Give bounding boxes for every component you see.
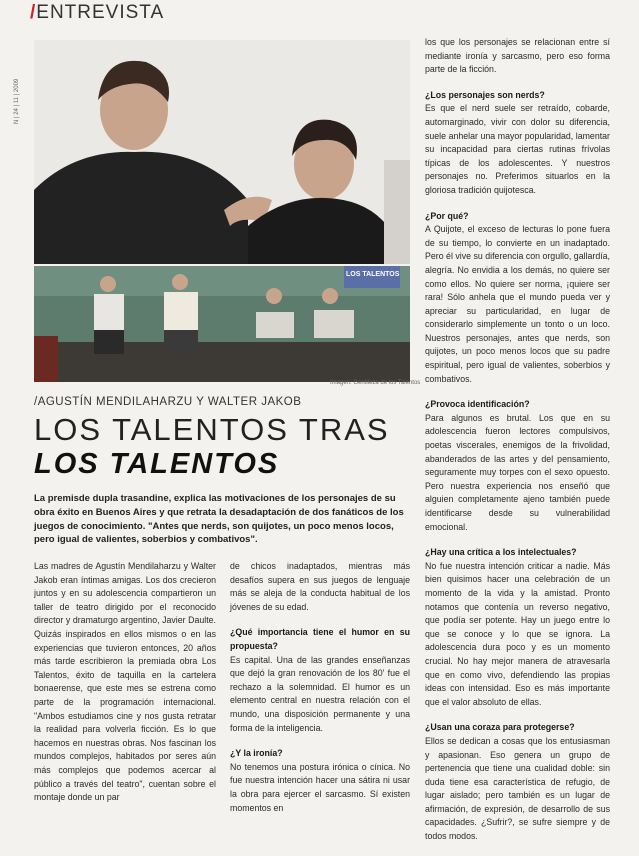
answer: No tenemos una postura irónica o cínica. No fue nuestra intención hacer una sátira ni usar la obra para ejercer el sarcasmo. Sí existen momentos en xyxy=(230,761,410,813)
body-paragraph: Las madres de Agustín Mendilaharzu y Walter Jakob eran íntimas amigas. Los dos crecieron juntos y en su adolescencia compartieron un taller de teatro dirigido por el reconocido director y dramaturgo argentino, Javier Daulte. Quizás inspirados en ellos mismos o en las experiencias que tuvieron entonces, 20 años más tarde escribieron la premiada obra Los Talentos, éxito de taquilla en la cartelera bonaerense, que este mes se estrena como parte de la programación internacional. "Ambos estudiamos cine y nos gusta retratar la realidad para volverla ficción. Es lo que hacemos en nuestras obras. Nos fascinan los mundos complejos, habitados por seres aún más complejos que podemos acercar al público a través del teatro", cuentan sobre el montaje donde un par xyxy=(34,561,216,803)
question: ¿Y la ironía? xyxy=(230,748,283,759)
section-header xyxy=(30,2,164,24)
answer: Para algunos es brutal. Los que en su adolescencia fueron lectores compulsivos, poetas viscerales, enemigos de la frivolidad, abanderados de las artes y del pensamiento, seguramente muy torpes con el sexo opuesto. Pero nuestra experiencia nos enseñó que alguien completamente ajeno también puede identificarse desde su vulnerabilidad emocional. xyxy=(425,412,610,532)
answer: Ellos se dedican a cosas que los entusiasman y apasionan. Eso genera un grupo de pertenencia que tiene una cualidad doble: sin duda tiene esa característica de refugio, de lugar aislado; pero también es un lugar de afirmación, de expresión, de desarrollo de sus capacidades. ¿Sufrir?, se sufre siempre y de todos modos. xyxy=(425,735,610,842)
question: ¿Hay una crítica a los intelectuales? xyxy=(425,547,577,558)
side-caption: Ñ | 24 | 11 | 2009 xyxy=(14,78,20,124)
photo-credit: Imagen: Gentileza de los Talentos xyxy=(330,380,421,386)
sign-label: LOS TALENTOS xyxy=(346,271,400,278)
stage-photo xyxy=(34,266,410,382)
question: ¿Qué importancia tiene el humor en su propuesta? xyxy=(230,627,410,651)
question: ¿Provoca identificación? xyxy=(425,399,530,410)
section-label: ENTREVISTA xyxy=(36,2,165,23)
body-paragraph: los que los personajes se relacionan entre sí mediante ironía y sarcasmo, pero eso forma parte de la ficción. xyxy=(425,37,610,75)
headline-line1: LOS TALENTOS TRAS xyxy=(34,412,390,447)
byline: /AGUSTÍN MENDILAHARZU Y WALTER JAKOB xyxy=(34,396,302,408)
question: ¿Usan una coraza para protegerse? xyxy=(425,722,575,733)
body-paragraph: de chicos inadaptados, mientras más desafíos supera en sus juegos de lenguaje más se aleja de la conducta habitual de los jóvenes de su edad. xyxy=(230,561,410,612)
question: ¿Los personajes son nerds? xyxy=(425,89,545,100)
article-column-1 xyxy=(34,560,216,817)
answer: A Quijote, el exceso de lecturas lo pone fuera de su tiempo, lo convierte en un inadaptado. Pero él vive su diferencia con orgullo, gallardía, alegría. No envidia a los demás, no quiere ser como ellos. No quiere ser norma, ¡quiere ser rara! Sólo anhela que el mundo pueda ver y apreciar su particularidad, en lugar de considerarlo simplemente un tonto o un loco. Nuestros personajes, antes que nerds, son quijotes, un poco menos locos que su padre espiritual, pero igual de valientes, soberbios y combativos. xyxy=(425,224,610,384)
answer: Es capital. Una de las grandes enseñanzas que dejó la gran renovación de los 80' fue el rechazo a la solemnidad. El humor es un elemento central en nuestra relación con el mundo, una disposición permanente y una forma de la inteligencia. xyxy=(230,654,410,733)
article-column-3 xyxy=(425,36,610,856)
portrait-photo xyxy=(34,40,410,264)
headline-line2: LOS TALENTOS xyxy=(34,448,280,480)
article-column-2 xyxy=(230,560,410,827)
question: ¿Por qué? xyxy=(425,210,469,221)
lead-paragraph: La premisde dupla trasandine, explica las motivaciones de los personajes de su obra éxito en Buenos Aires y que retrata la desadaptación de dos fanáticos de los juegos de conocimiento. "Antes que nerds, son quijotes, un poco menos locos, pero igual de valientes, soberbios y combativos". xyxy=(34,493,404,546)
answer: No fue nuestra intención criticar a nadie. Más bien quisimos hacer una celebración de un momento de la vida y la amistad. Pronto notamos que contenía un reverso negativo, que podía ser potente. Hay un juego entre lo que se conoce y lo que se ignora. La adolescencia dura poco y es un momento crucial. No hay mejor manera de atravesarla que en como vivo, defendiendo las propias ideas con intensidad. Eso es más importante que el valor absoluto de ellas. xyxy=(425,560,610,707)
section-slash: / xyxy=(30,2,37,23)
answer: Es que el nerd suele ser retraído, cobarde, automarginado, vivir con dolor su diferencia, suele anhelar una mayor popularidad, lamentar su incapacidad para ciertas rutinas frívolas típicas de los adolescentes. Y nuestros personajes no. Preferimos situarlos en la gloriosa tradición quijotesca. xyxy=(425,103,610,195)
